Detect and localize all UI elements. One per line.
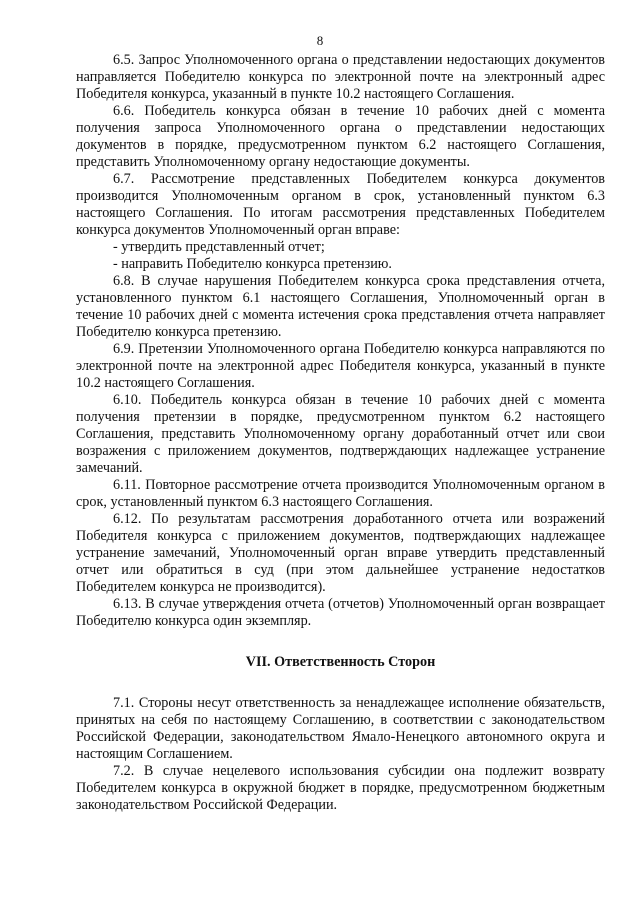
paragraph: 6.13. В случае утверждения отчета (отчетов) Уполномоченный орган возвращает Победителю конкурса один экземпляр.	[76, 596, 605, 629]
paragraph: 6.10. Победитель конкурса обязан в течение 10 рабочих дней с момента получения претензии в порядке, предусмотренном пунктом 6.2 настоящего Соглашения, представить Уполномоченному органу доработанный отчет или свои возражения с приложением документов, подтверждающих надлежащее устранение замечаний.	[76, 392, 605, 476]
document-body	[76, 52, 605, 814]
paragraph: 7.1. Стороны несут ответственность за ненадлежащее исполнение обязательств, принятых на себя по настоящему Соглашению, в соответствии с законодательством Российской Федерации, законодательством Ямало-Ненецкого автономного округа и настоящим Соглашением.	[76, 695, 605, 762]
list-item: - утвердить представленный отчет;	[113, 239, 325, 255]
page-number: 8	[316, 33, 324, 48]
paragraph: 6.5. Запрос Уполномоченного органа о представлении недостающих документов направляется Победителю конкурса по электронной почте на электронный адрес Победителя конкурса, указанный в пункте 10.2 настоящего Соглашения.	[76, 52, 605, 102]
section-heading: VII. Ответственность Сторон	[245, 654, 436, 670]
paragraph: 7.2. В случае нецелевого использования субсидии она подлежит возврату Победителем конкурса в окружной бюджет в порядке, предусмотренном бюджетным законодательством Российской Федерации.	[76, 763, 605, 813]
list-item: - направить Победителю конкурса претензию.	[113, 256, 392, 272]
paragraph: 6.9. Претензии Уполномоченного органа Победителю конкурса направляются по электронной почте на электронной адрес Победителя конкурса, указанный в пункте 10.2 настоящего Соглашения.	[76, 341, 605, 391]
paragraph: 6.11. Повторное рассмотрение отчета производится Уполномоченным органом в срок, установленный пунктом 6.3 настоящего Соглашения.	[76, 477, 605, 510]
section-6-paragraphs	[76, 52, 605, 630]
paragraph: 6.12. По результатам рассмотрения доработанного отчета или возражений Победителя конкурса с приложением документов, подтверждающих надлежащее устранение замечаний, Уполномоченный орган вправе утвердить представленный отчет или обратиться в суд (при этом дальнейшее устранение недостатков Победителем конкурса не производится).	[76, 511, 605, 595]
section-7-paragraphs	[76, 695, 605, 814]
spacer	[76, 683, 605, 695]
paragraph: 6.8. В случае нарушения Победителем конкурса срока представления отчета, установленного пунктом 6.1 настоящего Соглашения, Уполномоченный орган в течение 10 рабочих дней с момента истечения срока представления отчета направляет Победителю конкурса претензию.	[76, 273, 605, 340]
paragraph: 6.6. Победитель конкурса обязан в течение 10 рабочих дней с момента получения запроса Уполномоченного органа о представлении недостающих документов в порядке, предусмотренном пунктом 6.2 настоящего Соглашения, представить Уполномоченному органу недостающие документы.	[76, 103, 605, 170]
paragraph: 6.7. Рассмотрение представленных Победителем конкурса документов производится Уполномоченным органом в срок, установленный пунктом 6.3 настоящего Соглашения. По итогам рассмотрения представленных Победителем конкурса документов Уполномоченный орган вправе:	[76, 171, 605, 238]
spacer	[76, 630, 605, 642]
